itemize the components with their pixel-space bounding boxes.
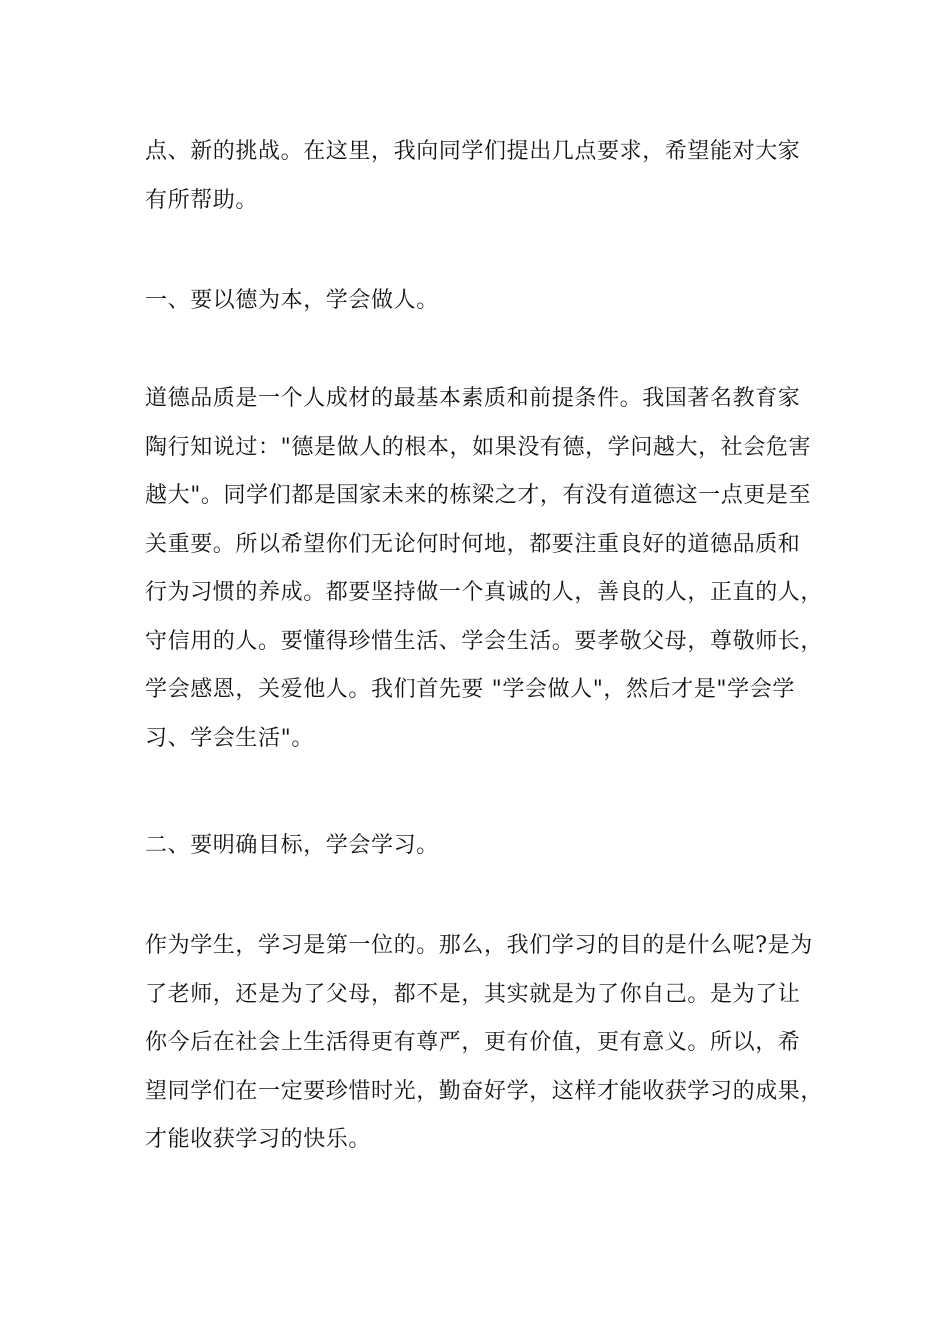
heading-line: 一、要以德为本，学会做人。 [145,288,439,313]
paragraph-line: 你今后在社会上生活得更有尊严，更有价值，更有意义。所以，希 [145,1030,801,1055]
paragraph-line: 有所帮助。 [145,187,259,213]
paragraph-line: 点、新的挑战。在这里，我向同学们提出几点要求，希望能对大家 [145,139,801,164]
paragraph-body-2 [145,922,824,1165]
paragraph-line: 习、学会生活"。 [145,725,314,751]
paragraph-line: 行为习惯的养成。都要坚持做一个真诚的人，善良的人，正直的人， [145,580,824,605]
paragraph-line: 才能收获学习的快乐。 [145,1127,372,1152]
paragraph-line: 望同学们在一定要珍惜时光，勤奋好学，这样才能收获学习的成果， [145,1078,824,1104]
paragraph-line: 作为学生，学习是第一位的。那么，我们学习的目的是什么呢?是为 [145,933,813,958]
paragraph-line: 道德品质是一个人成材的最基本素质和前提条件。我国著名教育家 [145,386,801,411]
paragraph-line: 了老师，还是为了父母，都不是，其实就是为了你自己。是为了让 [145,981,801,1007]
heading-line: 二、要明确目标，学会学习。 [145,833,439,858]
paragraph-line: 守信用的人。要懂得珍惜生活、学会生活。要孝敬父母，尊敬师长， [145,628,824,654]
paragraph-intro-continuation [145,128,815,225]
paragraph-line: 学会感恩，关爱他人。我们首先要 "学会做人"，然后才是"学会学 [145,677,795,702]
section-heading-2 [145,822,815,871]
paragraph-line: 陶行知说过："德是做人的根本，如果没有德，学问越大，社会危害 [145,434,812,460]
paragraph-line: 越大"。同学们都是国家未来的栋梁之才，有没有道德这一点更是至 [145,483,812,508]
paragraph-body-1 [145,375,824,763]
section-heading-1 [145,277,815,326]
paragraph-line: 关重要。所以希望你们无论何时何地，都要注重良好的道德品质和 [145,531,801,557]
